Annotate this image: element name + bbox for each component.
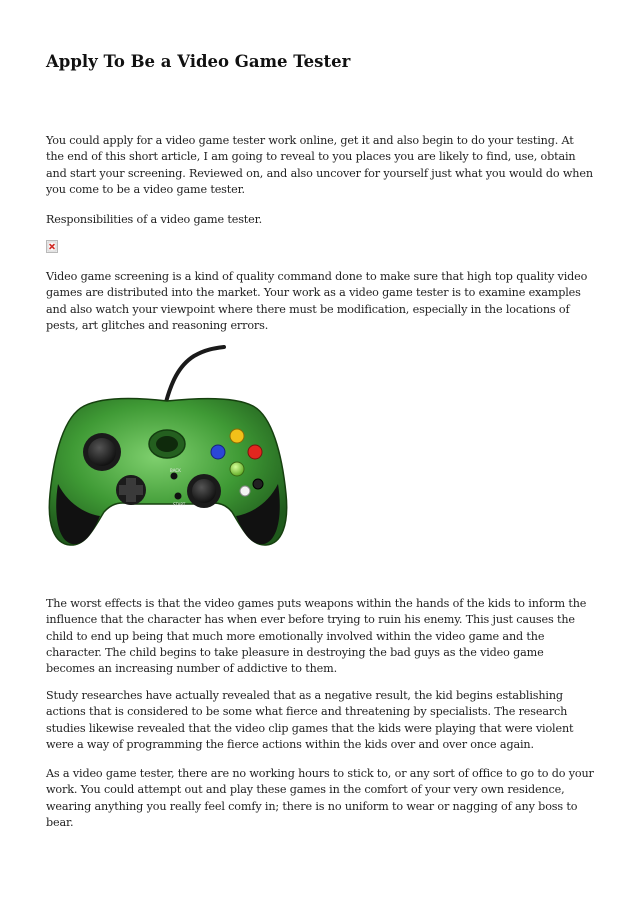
paragraph-research (46, 688, 594, 753)
start-button (175, 493, 182, 500)
paragraph-screening (46, 269, 594, 334)
game-controller-photo (46, 344, 288, 586)
button-black (253, 479, 263, 489)
button-x (211, 445, 225, 459)
paragraph-effects (46, 596, 594, 677)
button-b (248, 445, 262, 459)
back-button (171, 473, 178, 480)
controller-cable (166, 347, 224, 402)
start-label: START (173, 502, 186, 507)
paragraph-working (46, 766, 594, 831)
paragraph-text: As a video game tester, there are no working hours to stick to, or any sort of office to go to do your work. You could attempt out and play these games in the comfort of your very own residence, wearing anything you really feel comfy in; there is no uniform to wear or nagging of any boss to bear. (46, 767, 594, 829)
button-white (240, 486, 250, 496)
back-label: BACK (170, 468, 181, 473)
paragraph-text: You could apply for a video game tester work online, get it and also begin to do your testing. At the end of this short article, I am going to reveal to you places you are likely to find, use, obtain and start your screening. Reviewed on, and also uncover for yourself just what you would do when you come to be a video game tester. (46, 134, 593, 196)
button-a (230, 462, 244, 476)
paragraph-intro (46, 133, 594, 198)
page-title: Apply To Be a Video Game Tester (46, 52, 351, 71)
paragraph-text: The worst effects is that the video games puts weapons within the hands of the kids to inform the influence that the character has when ever before trying to ruin his enemy. This just causes the child to end up being that much more emotionally involved within the video game and the character. The child begins to take pleasure in destroying the bad guys as the video game becomes an increasing number of addictive to them. (46, 597, 587, 676)
paragraph-text: Responsibilities of a video game tester. (46, 213, 262, 226)
paragraph-text: Study researches have actually revealed that as a negative result, the kid begins establishing actions that is considered to be some what fierce and threatening by specialists. The research studies likewise revealed that the video clip games that the kids were playing that were violent were a way of programming the fierce actions within the kids over and over once again. (46, 689, 574, 751)
paragraph-responsibilities (46, 212, 594, 228)
broken-image-icon (46, 240, 58, 253)
paragraph-text: Video game screening is a kind of quality command done to make sure that high top quality video games are distributed into the market. Your work as a video game tester is to examine examples and also watch your viewpoint where there must be modification, especially in the locations of pests, art glitches and reasoning errors. (46, 270, 588, 332)
button-y (230, 429, 244, 443)
